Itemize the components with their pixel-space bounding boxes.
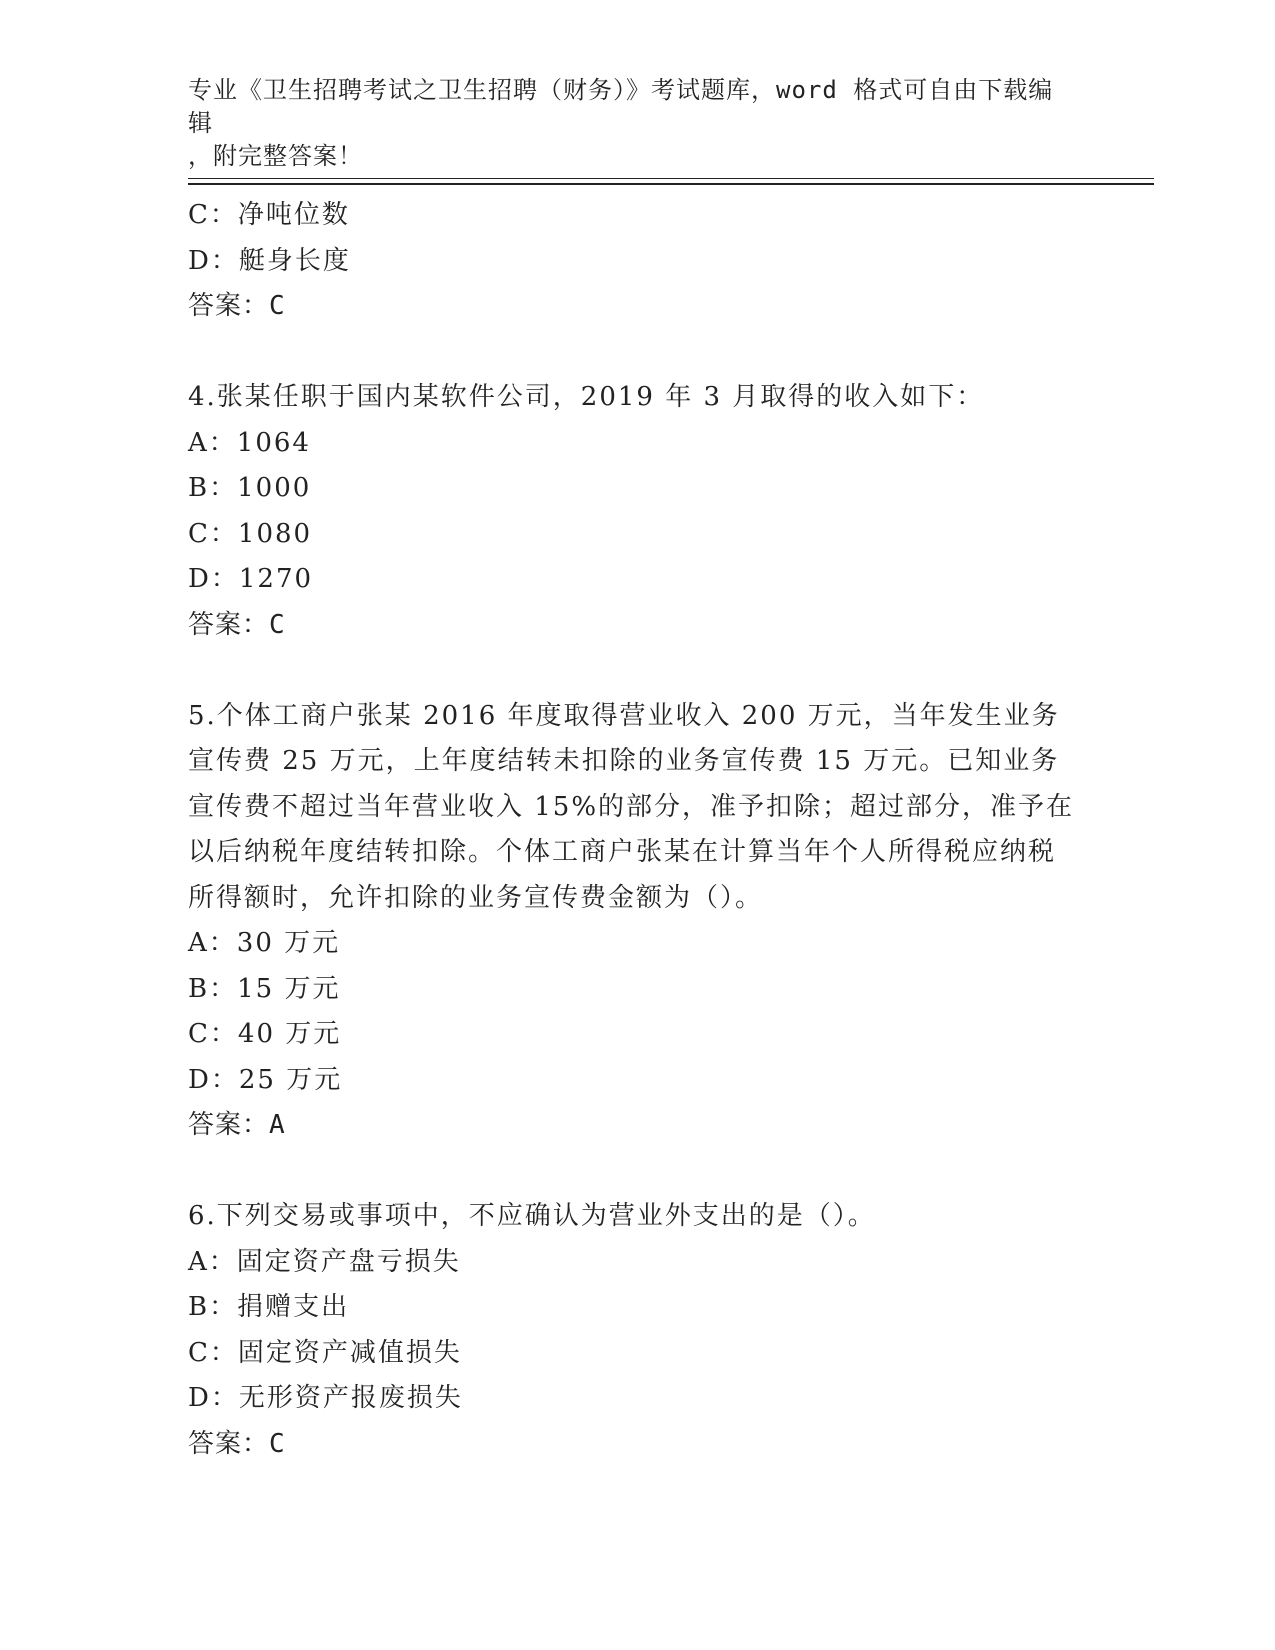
option-a — [188, 921, 1088, 967]
question-3 — [188, 193, 1088, 330]
question-stem: 6.下列交易或事项中，不应确认为营业外支出的是（）。 — [188, 1201, 876, 1231]
option-key: A： — [188, 1246, 237, 1277]
option-key: B： — [188, 973, 238, 1004]
option-text: 无形资产报废损失 — [238, 1383, 463, 1413]
option-key: B： — [188, 1292, 238, 1322]
option-text: 净吨位数 — [237, 200, 350, 230]
option-key: C： — [188, 518, 238, 549]
option-key: D： — [188, 245, 239, 276]
question-stem: 4.张某任职于国内某软件公司，2019 年 3 月取得的收入如下： — [188, 382, 985, 412]
option-a — [188, 421, 1088, 467]
option-text: 40 万元 — [237, 1019, 342, 1049]
header-divider-thick — [188, 183, 1154, 185]
option-key: C： — [188, 1019, 238, 1049]
option-c — [188, 1012, 1088, 1058]
option-text: 15 万元 — [237, 973, 341, 1004]
option-text: 1270 — [238, 564, 314, 594]
answer: 答案：C — [188, 609, 286, 640]
option-d — [188, 1376, 1088, 1422]
answer: 答案：A — [188, 1110, 286, 1140]
question-5 — [188, 694, 1088, 1149]
question-6 — [188, 1194, 1088, 1467]
header-title-line2: ，附完整答案！ — [188, 142, 363, 170]
option-text: 固定资产盘亏损失 — [236, 1246, 461, 1277]
question-list — [188, 193, 1088, 1467]
option-b — [188, 967, 1088, 1013]
option-d — [188, 557, 1088, 603]
option-c — [188, 512, 1088, 558]
option-text: 固定资产减值损失 — [237, 1337, 462, 1368]
option-text: 艇身长度 — [238, 245, 351, 276]
option-key: D： — [188, 1064, 239, 1095]
question-stem: 5.个体工商户张某 2016 年度取得营业收入 200 万元，当年发生业务宣传费 25 万元，上年度结转未扣除的业务宣传费 15 万元。已知业务宣传费不超过当年营业收入 15%的部分，准予扣除；超过部分，准予在以后纳税年度结转扣除。个体工商户张某在计算当年个人所得税应纳税所得额时，允许扣除的业务宣传费金额为（）。 — [188, 700, 1075, 913]
spacer — [188, 1149, 1088, 1195]
spacer — [188, 330, 1088, 376]
option-d — [188, 1058, 1088, 1104]
option-a — [188, 1240, 1088, 1286]
option-text: 25 万元 — [238, 1064, 343, 1095]
option-text: 30 万元 — [236, 928, 341, 958]
option-d — [188, 239, 1088, 285]
answer: 答案：C — [188, 1428, 286, 1459]
option-b — [188, 466, 1088, 512]
page-header — [188, 74, 1068, 173]
option-b — [188, 1285, 1088, 1331]
option-key: A： — [188, 928, 237, 958]
option-key: D： — [188, 564, 239, 594]
option-c — [188, 1331, 1088, 1377]
option-key: C： — [188, 1337, 238, 1368]
option-text: 1000 — [237, 473, 312, 503]
option-text: 1080 — [237, 518, 313, 549]
option-key: D： — [188, 1383, 239, 1413]
header-title-line1: 专业《卫生招聘考试之卫生招聘（财务）》考试题库，word 格式可自由下载编辑 — [188, 76, 1054, 137]
option-key: A： — [188, 427, 237, 458]
answer: 答案：C — [188, 291, 286, 321]
question-4 — [188, 375, 1088, 648]
header-divider-thin — [188, 178, 1154, 179]
option-key: B： — [188, 473, 238, 503]
option-text: 1064 — [236, 427, 311, 458]
spacer — [188, 648, 1088, 694]
option-c — [188, 193, 1088, 239]
option-text: 捐赠支出 — [237, 1292, 350, 1322]
option-key: C： — [188, 200, 238, 230]
